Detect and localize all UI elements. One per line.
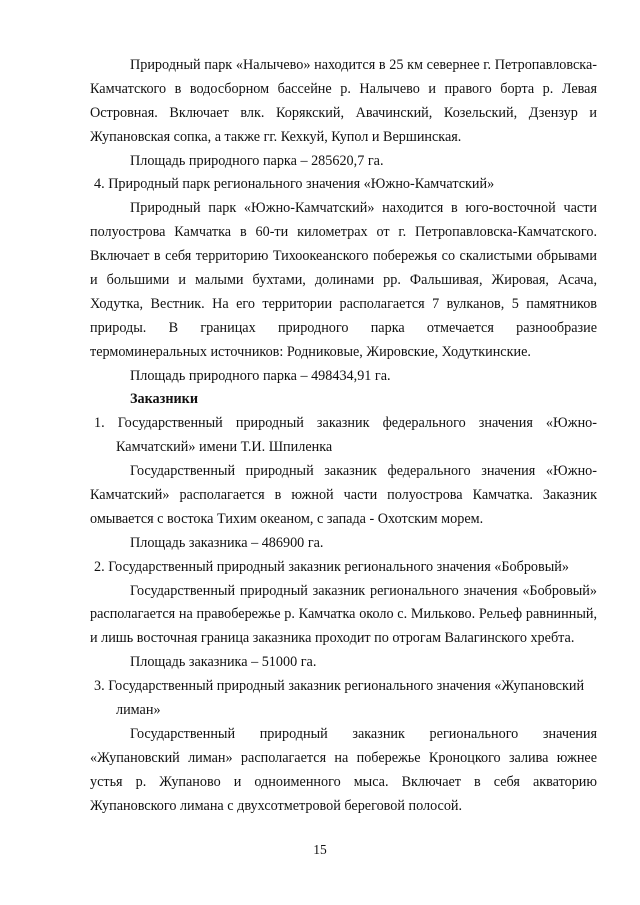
list-item-4 [90,173,597,197]
text-line: Площадь заказника – 51000 га. [130,654,317,671]
text-line: Жупановского лимана с двухсотметровой береговой полосой. [90,797,463,814]
document-page [90,54,597,819]
paragraph-bobrovy-area [90,651,597,675]
list-item-3 [90,675,597,723]
text-line: и лишь восточная граница заказника проходит по отрогам Валагинского хребта. [90,630,575,647]
text-line: Камчатского в водосборном бассейне р. Налычево и правого борта р. Левая [90,80,597,97]
text-line: лиман» [116,702,161,719]
text-line: Камчатский» имени Т.И. Шпиленка [116,439,333,456]
text-line: и большими и малыми бухтами, долинами рр. Фальшивая, Жировая, Асача, [90,272,597,289]
text-line: природы. В границах природного парка отмечается разнообразие [90,319,597,336]
text-line: Площадь заказника – 486900 га. [130,534,324,551]
text-line: Площадь природного парка – 498434,91 га. [130,367,391,384]
text-line: Камчатский» располагается в южной части полуострова Камчатка. Заказник [90,487,597,504]
text-line: Государственный природный заказник регионального значения [130,725,597,742]
text-line: Жупановская сопка, а также гг. Кехкуй, Купол и Вершинская. [90,128,462,145]
page-number: 15 [313,842,327,857]
text-line: омывается с востока Тихим океаном, с запада - Охотским морем. [90,510,484,527]
text-line: Площадь природного парка – 285620,7 га. [130,152,384,169]
text-line: 1. Государственный природный заказник федерального значения «Южно- [94,415,597,432]
text-line: 2. Государственный природный заказник регионального значения «Бобровый» [94,558,569,575]
text-line: устья р. Жупаново и одноименного мыса. Включает в себя акваторию [90,773,597,790]
text-line: полуострова Камчатка в 60-ти километрах от г. Петропавловска-Камчатского. [90,224,597,241]
text-line: располагается на правобережье р. Камчатка около с. Мильково. Рельеф равнинный, [90,606,597,623]
text-line: Природный парк «Южно-Камчатский» находится в юго-восточной части [130,200,597,217]
text-line: 3. Государственный природный заказник регионального значения «Жупановский [94,678,585,695]
text-line: «Жупановский лиман» располагается на побережье Кроноцкого залива южнее [90,749,597,766]
paragraph-nalychevo-area [90,150,597,174]
text-line: Включает в себя территорию Тихоокеанского побережья со скалистыми обрывами [90,248,597,265]
text-line: термоминеральных источников: Родниковые, Жировские, Ходуткинские. [90,343,531,360]
list-item-1 [90,412,597,460]
text-line: 4. Природный парк регионального значения «Южно-Камчатский» [94,176,495,193]
section-heading-reserves [90,388,597,412]
paragraph-south-kamchatka-reserve-area [90,532,597,556]
list-item-2 [90,556,597,580]
text-line: Государственный природный заказник федерального значения «Южно- [130,463,597,480]
text-line: Государственный природный заказник регионального значения «Бобровый» [130,582,597,599]
paragraph-south-kamchatka-reserve [90,460,597,532]
paragraph-south-kamchatka-area [90,365,597,389]
section-heading: Заказники [130,391,199,408]
paragraph-south-kamchatka-park [90,197,597,364]
text-line: Природный парк «Налычево» находится в 25 км севернее г. Петропавловска- [130,57,597,73]
text-line: Островная. Включает влк. Корякский, Авачинский, Козельский, Дзензур и [90,104,597,121]
paragraph-zhupanovsky-reserve [90,723,597,819]
text-line: Ходутка, Вестник. На его территории располагается 7 вулканов, 5 памятников [90,295,597,312]
paragraph-bobrovy-reserve [90,580,597,652]
paragraph-nalychevo [90,54,597,150]
